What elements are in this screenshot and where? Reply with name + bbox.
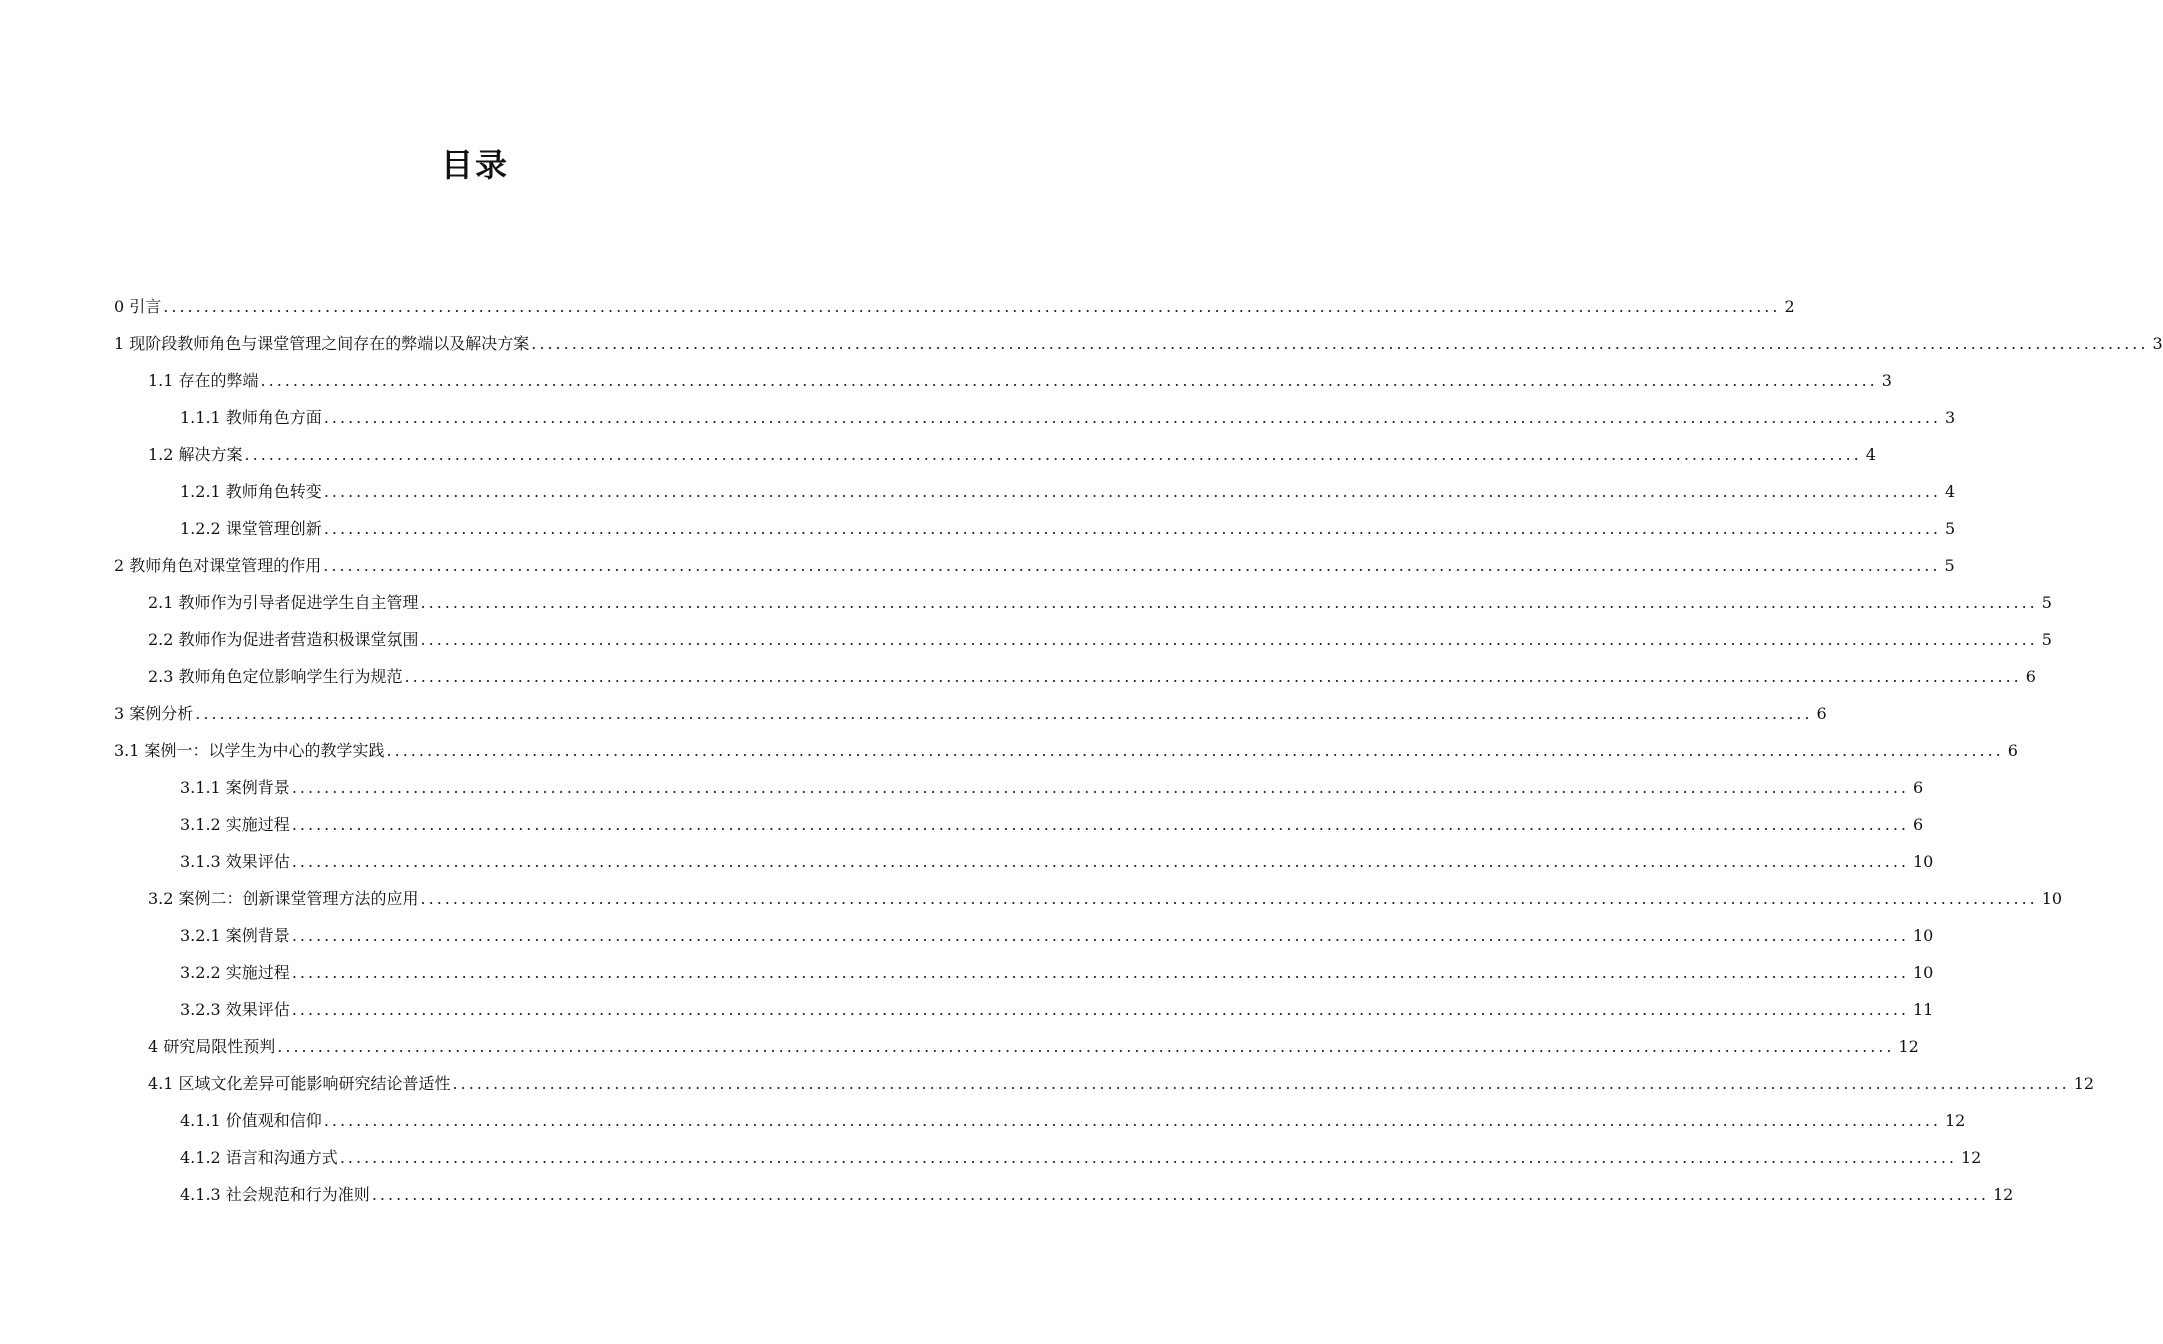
toc-entry-label: 1 现阶段教师角色与课堂管理之间存在的弊端以及解决方案 <box>114 334 530 353</box>
toc-entry-page-number: 4 <box>1945 482 1956 501</box>
toc-entry-page-number: 5 <box>2041 593 2052 612</box>
toc-dot-leader: ........................................................................................................................................................................................................ <box>291 778 1909 797</box>
toc-dot-leader: ........................................................................................................................................................................................................ <box>323 556 1941 575</box>
toc-entry[interactable] <box>114 736 2018 766</box>
toc-entry-page-number: 12 <box>1898 1037 1919 1056</box>
toc-entry-label: 1.2.2 课堂管理创新 <box>180 519 322 538</box>
toc-entry-label: 1.1 存在的弊端 <box>148 371 259 390</box>
toc-entry-label: 3.1 案例一：以学生为中心的教学实践 <box>114 741 385 760</box>
toc-entry[interactable] <box>114 551 1955 581</box>
toc-entry[interactable] <box>180 921 1934 951</box>
toc-entry-page-number: 10 <box>2041 889 2063 908</box>
toc-entry[interactable] <box>148 366 1892 396</box>
toc-dot-leader: ........................................................................................................................................................................................................ <box>291 926 1909 945</box>
toc-entry-page-number: 6 <box>1816 704 1827 723</box>
toc-entry[interactable] <box>148 1069 2095 1099</box>
toc-dot-leader: ........................................................................................................................................................................................................ <box>420 630 2038 649</box>
toc-dot-leader: ........................................................................................................................................................................................................ <box>260 371 1878 390</box>
toc-entry-page-number: 6 <box>1913 778 1924 797</box>
toc-entry-label: 4 研究局限性预判 <box>148 1037 276 1056</box>
toc-entry-label: 2 教师角色对课堂管理的作用 <box>114 556 322 575</box>
toc-entry-label: 3.2.2 实施过程 <box>180 963 290 982</box>
toc-dot-leader: ........................................................................................................................................................................................................ <box>371 1185 1989 1204</box>
toc-entry[interactable] <box>114 329 2163 359</box>
toc-entry[interactable] <box>180 995 1934 1025</box>
toc-entry-page-number: 5 <box>1944 556 1955 575</box>
toc-entry-page-number: 2 <box>1784 297 1795 316</box>
toc-entry-page-number: 12 <box>2073 1074 2095 1093</box>
toc-entry-page-number: 12 <box>1961 1148 1982 1167</box>
toc-dot-leader: ........................................................................................................................................................................................................ <box>339 1148 1957 1167</box>
toc-entry[interactable] <box>148 440 1876 470</box>
toc-entry[interactable] <box>148 884 2063 914</box>
toc-entry-label: 1.2 解决方案 <box>148 445 243 464</box>
toc-dot-leader: ........................................................................................................................................................................................................ <box>244 445 1862 464</box>
toc-dot-leader: ........................................................................................................................................................................................................ <box>531 334 2149 353</box>
toc-entry-label: 4.1.1 价值观和信仰 <box>180 1111 322 1130</box>
toc-dot-leader: ........................................................................................................................................................................................................ <box>323 482 1941 501</box>
toc-dot-leader: ........................................................................................................................................................................................................ <box>323 1111 1941 1130</box>
toc-entry-page-number: 12 <box>1993 1185 2014 1204</box>
toc-entry[interactable] <box>180 514 1956 544</box>
toc-dot-leader: ........................................................................................................................................................................................................ <box>323 519 1941 538</box>
toc-entry[interactable] <box>180 773 1924 803</box>
toc-entry-page-number: 6 <box>2025 667 2036 686</box>
toc-entry-page-number: 10 <box>1913 926 1934 945</box>
toc-entry-label: 4.1 区域文化差异可能影响研究结论普适性 <box>148 1074 451 1093</box>
toc-entry-page-number: 10 <box>1913 852 1934 871</box>
toc-dot-leader: ........................................................................................................................................................................................................ <box>163 297 1781 316</box>
toc-dot-leader: ........................................................................................................................................................................................................ <box>386 741 2004 760</box>
toc-entry[interactable] <box>180 958 1934 988</box>
toc-entry-page-number: 3 <box>1945 408 1956 427</box>
toc-entry-page-number: 3 <box>2152 334 2163 353</box>
toc-entry[interactable] <box>114 699 1827 729</box>
toc-entry-label: 3.1.3 效果评估 <box>180 852 290 871</box>
toc-entry-page-number: 6 <box>1913 815 1924 834</box>
page-title: 目录 <box>440 146 509 184</box>
toc-dot-leader: ........................................................................................................................................................................................................ <box>195 704 1813 723</box>
toc-entry-label: 2.1 教师作为引导者促进学生自主管理 <box>148 593 419 612</box>
toc-entry-page-number: 4 <box>1865 445 1876 464</box>
toc-entry[interactable] <box>114 292 1795 322</box>
toc-entry-label: 4.1.2 语言和沟通方式 <box>180 1148 338 1167</box>
toc-entry-page-number: 5 <box>1945 519 1956 538</box>
toc-entry[interactable] <box>148 662 2036 692</box>
toc-dot-leader: ........................................................................................................................................................................................................ <box>420 593 2038 612</box>
toc-entry[interactable] <box>148 625 2052 655</box>
toc-entry-label: 3.2.3 效果评估 <box>180 1000 290 1019</box>
toc-entry-page-number: 5 <box>2041 630 2052 649</box>
toc-entry-page-number: 11 <box>1913 1000 1934 1019</box>
toc-entry-label: 2.2 教师作为促进者营造积极课堂氛围 <box>148 630 419 649</box>
toc-entry[interactable] <box>180 1106 1966 1136</box>
toc-entry[interactable] <box>148 588 2052 618</box>
toc-dot-leader: ........................................................................................................................................................................................................ <box>291 852 1909 871</box>
toc-dot-leader: ........................................................................................................................................................................................................ <box>452 1074 2070 1093</box>
toc-entry[interactable] <box>180 1180 2014 1210</box>
toc-dot-leader: ........................................................................................................................................................................................................ <box>323 408 1941 427</box>
toc-entry[interactable] <box>148 1032 1919 1062</box>
toc-entry[interactable] <box>180 810 1924 840</box>
toc-dot-leader: ........................................................................................................................................................................................................ <box>420 889 2038 908</box>
toc-entry-label: 1.2.1 教师角色转变 <box>180 482 322 501</box>
toc-entry-label: 3.1.1 案例背景 <box>180 778 290 797</box>
toc-entry-page-number: 6 <box>2007 741 2018 760</box>
toc-entry-label: 3.1.2 实施过程 <box>180 815 290 834</box>
toc-entry[interactable] <box>180 847 1934 877</box>
toc-dot-leader: ........................................................................................................................................................................................................ <box>291 1000 1909 1019</box>
toc-entry[interactable] <box>180 403 1956 433</box>
toc-entry-page-number: 10 <box>1913 963 1934 982</box>
toc-entry[interactable] <box>180 477 1956 507</box>
toc-entry-label: 0 引言 <box>114 297 162 316</box>
toc-dot-leader: ........................................................................................................................................................................................................ <box>277 1037 1895 1056</box>
toc-entry-label: 3.2.1 案例背景 <box>180 926 290 945</box>
toc-dot-leader: ........................................................................................................................................................................................................ <box>291 815 1909 834</box>
toc-entry[interactable] <box>180 1143 1982 1173</box>
toc-entry-label: 3 案例分析 <box>114 704 194 723</box>
toc-entry-label: 1.1.1 教师角色方面 <box>180 408 322 427</box>
toc-entry-label: 4.1.3 社会规范和行为准则 <box>180 1185 370 1204</box>
toc-entry-label: 2.3 教师角色定位影响学生行为规范 <box>148 667 403 686</box>
toc-dot-leader: ........................................................................................................................................................................................................ <box>404 667 2022 686</box>
toc-entry-label: 3.2 案例二：创新课堂管理方法的应用 <box>148 889 419 908</box>
toc-dot-leader: ........................................................................................................................................................................................................ <box>291 963 1909 982</box>
toc-entry-page-number: 3 <box>1881 371 1892 390</box>
toc-entry-page-number: 12 <box>1945 1111 1966 1130</box>
